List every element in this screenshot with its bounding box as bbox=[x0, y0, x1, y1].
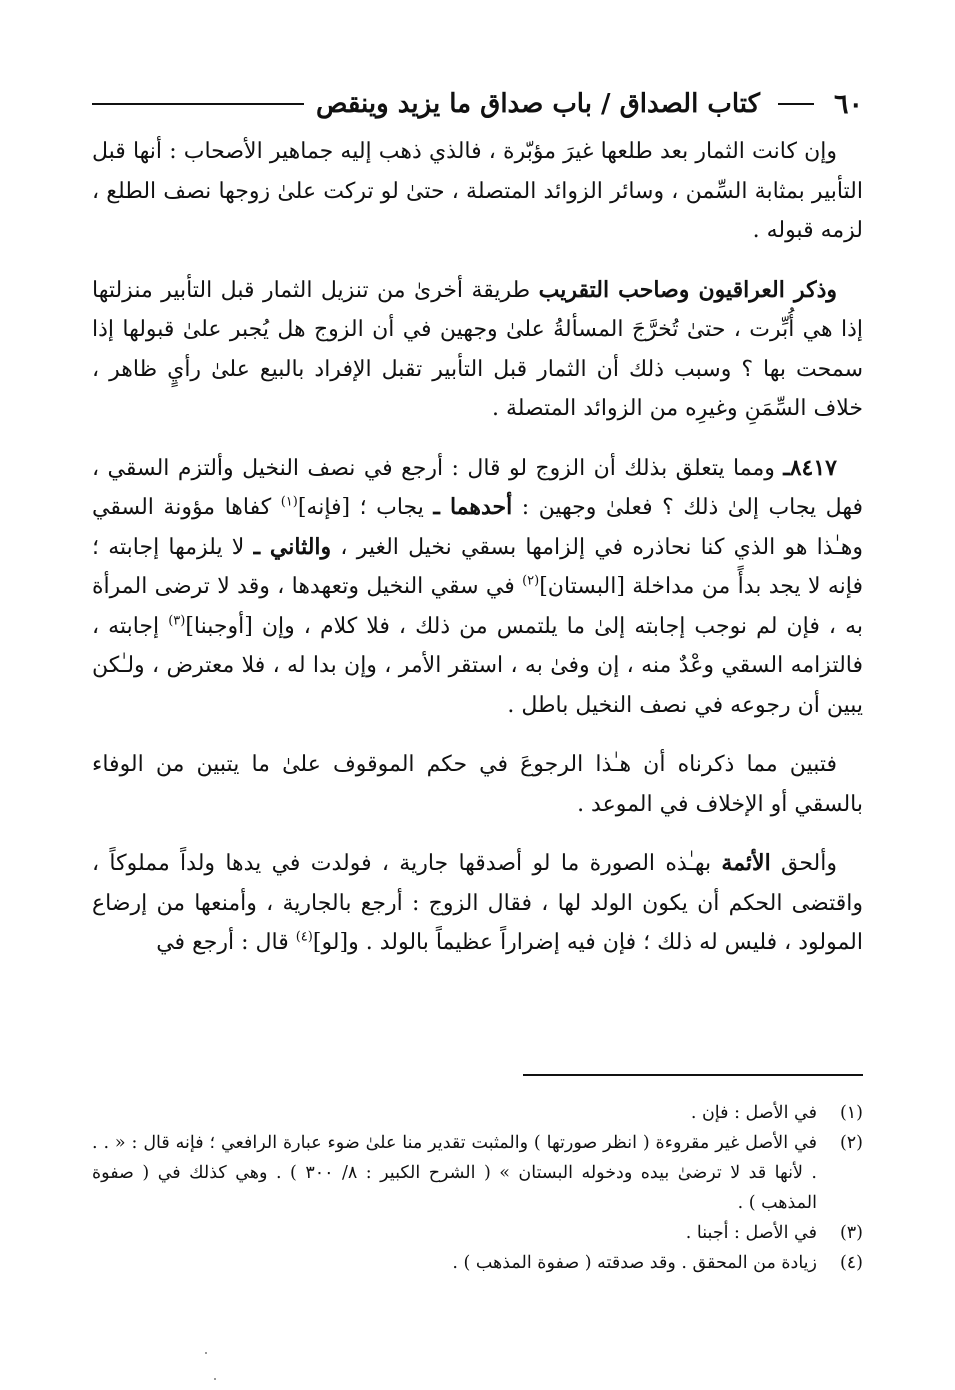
page-number: ٦٠ bbox=[833, 88, 863, 120]
paragraph-3 bbox=[92, 449, 863, 726]
footnote-number: (١) bbox=[839, 1103, 863, 1123]
main-text bbox=[92, 132, 863, 983]
footnote-item bbox=[92, 1128, 863, 1218]
page-header bbox=[92, 84, 863, 124]
paragraph-4: فتبين مما ذكرناه أن هـٰذا الرجوعَ في حكم الموقوف علىٰ ما يتبين من الوفاء بالسقي أو الإخلاف في الموعد . bbox=[92, 752, 863, 817]
footnote-number: (٢) bbox=[839, 1133, 863, 1153]
footnote-number: (٤) bbox=[839, 1253, 863, 1273]
bold-phrase: وذكر العراقيون وصاحب التقريب bbox=[538, 276, 837, 303]
footnote-text: في الأصل غير مقروءة ( انظر صورتها ) والمثبت تقدير منا علىٰ ضوء عبارة الرافعي ؛ فإنه قال : « . . . لأنها قد لا ترضىٰ بيده ودخوله البستان » ( الشرح الكبير : ٨/ ٣٠٠ ) . وهي كذلك في ( صفوة المذهب ) . bbox=[92, 1133, 817, 1213]
paragraph-text: يجاب ؛ [فإنه] bbox=[297, 495, 434, 520]
bold-phrase: والثاني ـ bbox=[253, 533, 332, 560]
header-rule-short bbox=[778, 103, 814, 105]
paragraph-text: كفاها مؤونة السقي وهـٰذا هو الذي كنا نحاذره في إلزامها بسقي نخيل الغير ، bbox=[92, 495, 863, 560]
paragraph-text: لا يلزمها إجابته ؛ فإنه لا يجد بدأً من مداخلة [البستان] bbox=[92, 534, 863, 599]
footnote-ref[interactable]: (٣) bbox=[168, 613, 186, 629]
paragraph-text: طريقة أخرىٰ من تنزيل الثمار قبل التأبير منزلتها إذا هي أُبِّرت ، حتىٰ تُخرَّجَ المسألةُ علىٰ وجهين في أن الزوج هل يُجبر علىٰ قبولها إذا سمحت بها ؟ وسبب ذلك أن الثمار قبل التأبير تقبل الإفراد بالبيع علىٰ رأيٍ ظاهر ، خلاف السِّمَنِ وغيرِه من الزوائد المتصلة . bbox=[92, 277, 863, 421]
issue-number: ٨٤١٧ـ bbox=[783, 454, 837, 481]
paragraph-5 bbox=[92, 844, 863, 963]
running-title: كتاب الصداق / باب صداق ما يزيد وينقص bbox=[316, 89, 760, 119]
paragraph-text: ومما يتعلق بذلك أن الزوج لو قال : أرجع في نصف النخيل وألتزم السقي ، فهل يجاب إلىٰ ذلك ؟ فعلىٰ وجهين : bbox=[92, 455, 863, 520]
scan-speck bbox=[214, 1378, 216, 1380]
footnote-item bbox=[92, 1098, 863, 1128]
paragraph-text: بهـٰذه الصورة ما لو أصدقها جارية ، فولدت في يدها ولداً مملوكاً ، واقتضى الحكم أن يكون الولد لها ، فقال الزوج : أرجع بالجارية ، وأمنعها من إرضاع المولود ، فليس له ذلك ؛ فإن فيه إضراراً عظيماً بالولد . و[لو] bbox=[92, 851, 863, 955]
footnote-separator bbox=[523, 1074, 863, 1076]
paragraph-text: قال : أرجع في bbox=[156, 930, 296, 955]
header-rule-long bbox=[92, 103, 304, 105]
footnote-ref[interactable]: (١) bbox=[280, 494, 298, 510]
footnote-number: (٣) bbox=[839, 1223, 863, 1243]
paragraph-1: وإن كانت الثمار بعد طلعها غيرَ مؤبّرة ، فالذي ذهب إليه جماهير الأصحاب : أنها قبل التأبير بمثابة السِّمن ، وسائر الزوائد المتصلة ، حتىٰ لو تركت علىٰ زوجها نصف الطلع ، لزمه قبوله . bbox=[92, 139, 863, 243]
footnote-text: في الأصل : فإن . bbox=[690, 1103, 817, 1123]
footnote-text: زيادة من المحقق . وقد صدقته ( صفوة المذهب ) . bbox=[452, 1253, 817, 1273]
footnote-text: في الأصل : أجبنا . bbox=[685, 1223, 817, 1243]
footnotes bbox=[92, 1098, 863, 1278]
scan-speck bbox=[205, 1352, 207, 1354]
paragraph-text: وألحق bbox=[770, 851, 837, 876]
footnote-item bbox=[92, 1248, 863, 1278]
paragraph-2 bbox=[92, 271, 863, 429]
bold-phrase: أحدهما ـ bbox=[433, 494, 513, 520]
footnote-ref[interactable]: (٤) bbox=[295, 929, 313, 945]
paragraph-text: في سقي النخيل وتعهدها ، وقد لا ترضى المرأة به ، فإن لم نوجب إجابته إلىٰ ما يلتمس من ذلك ، فلا كلام ، وإن [أوجبنا] bbox=[92, 574, 864, 639]
footnote-ref[interactable]: (٢) bbox=[522, 573, 540, 589]
paragraph-text: إجابته ، فالتزامه السقي وعْدٌ منه ، إن وفىٰ به ، استقر الأمر ، وإن بدا له ، فلا معترض ، ولـٰكن يبين أن رجوعه في نصف النخيل باطل . bbox=[92, 613, 863, 718]
footnote-item bbox=[92, 1218, 863, 1248]
bold-phrase: الأئمة bbox=[721, 850, 771, 876]
